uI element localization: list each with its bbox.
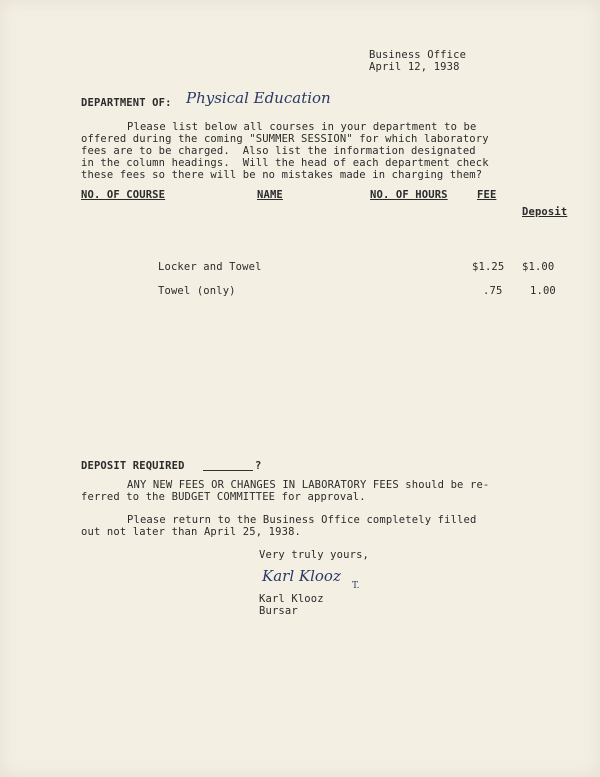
office-name: Business Office: [369, 49, 467, 61]
intro-line: in the column headings. Will the head of each department check: [81, 157, 489, 169]
letter-date: April 12, 1938: [369, 61, 460, 73]
signer-title: Bursar: [259, 605, 298, 617]
return-line: Please return to the Business Office completely filled: [127, 514, 477, 526]
col-header-hours: NO. OF HOURS: [370, 189, 448, 201]
row-name: Towel (only): [158, 285, 236, 297]
col-header-deposit: Deposit: [522, 206, 568, 218]
department-label: DEPARTMENT OF:: [81, 97, 172, 109]
col-header-course: NO. OF COURSE: [81, 189, 166, 201]
notice-line: ferred to the BUDGET COMMITTEE for approval.: [81, 491, 366, 503]
row-deposit: $1.00: [522, 261, 555, 273]
intro-line: these fees so there will be no mistakes made in charging them?: [81, 169, 483, 181]
intro-line: Please list below all courses in your department to be: [127, 121, 477, 133]
department-value: Physical Education: [186, 89, 331, 107]
notice-line: ANY NEW FEES OR CHANGES IN LABORATORY FEES should be re-: [127, 479, 490, 491]
row-deposit: 1.00: [530, 285, 556, 297]
salutation: Very truly yours,: [259, 549, 370, 561]
return-line: out not later than April 25, 1938.: [81, 526, 302, 538]
intro-line: fees are to be charged. Also list the information designated: [81, 145, 476, 157]
intro-line: offered during the coming "SUMMER SESSION" for which laboratory: [81, 133, 489, 145]
deposit-required-label: DEPOSIT REQUIRED: [81, 460, 185, 472]
deposit-blank-line: [203, 470, 253, 471]
row-fee: $1.25: [472, 261, 505, 273]
signature-flourish: T.: [352, 581, 360, 591]
col-header-name: NAME: [257, 189, 283, 201]
row-name: Locker and Towel: [158, 261, 262, 273]
signer-name: Karl Klooz: [259, 593, 324, 605]
deposit-question-mark: ?: [255, 460, 262, 472]
handwritten-signature: Karl Klooz: [262, 567, 341, 585]
row-fee: .75: [483, 285, 503, 297]
col-header-fee: FEE: [477, 189, 497, 201]
